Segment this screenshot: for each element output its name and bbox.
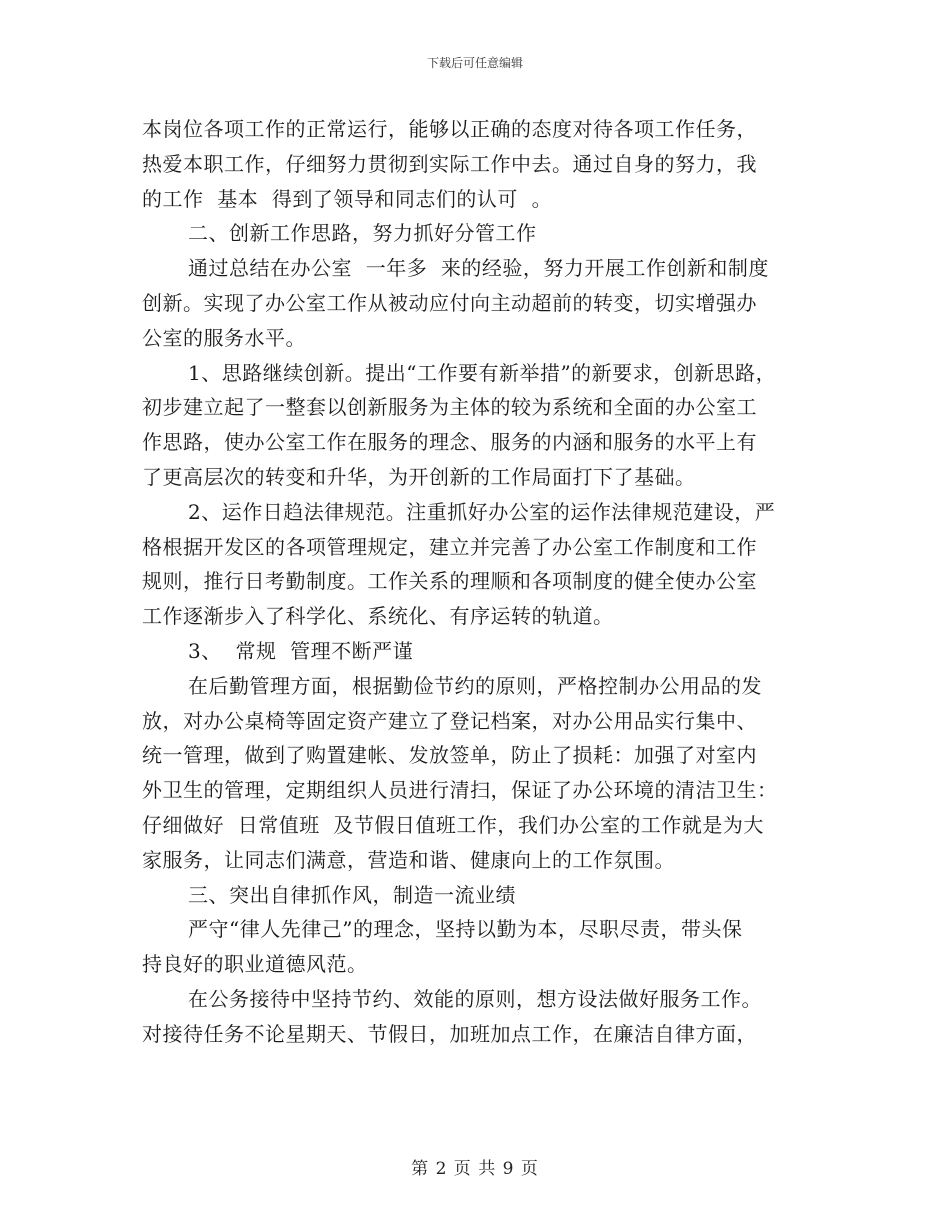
document-body	[142, 112, 832, 1052]
text-line: 在公务接待中坚持节约、效能的原则，想方设法做好服务工作。	[188, 986, 762, 1011]
text-line: 通过总结在办公室 一年多 来的经验，努力开展工作创新和制度	[188, 256, 769, 281]
text-line: 仔细做好 日常值班 及节假日值班工作，我们办公室的工作就是为大	[142, 812, 764, 837]
text-line: 放，对办公桌椅等固定资产建立了登记档案，对办公用品实行集中、	[142, 708, 757, 733]
text-line: 格根据开发区的各项管理规定，建立并完善了办公室工作制度和工作	[142, 534, 757, 559]
text-line: 了更高层次的转变和升华，为开创新的工作局面打下了基础。	[142, 464, 696, 489]
text-line: 在后勤管理方面，根据勤俭节约的原则，严格控制办公用品的发	[188, 673, 762, 698]
text-line: 二、创新工作思路，努力抓好分管工作	[188, 221, 537, 246]
text-line: 对接待任务不论星期天、节假日，加班加点工作，在廉洁自律方面，	[142, 1021, 757, 1046]
text-line: 公室的服务水平。	[142, 325, 306, 350]
text-line: 3、 常规 管理不断严谨	[188, 638, 414, 663]
text-line: 的工作 基本 得到了领导和同志们的认可 。	[142, 186, 553, 211]
text-line: 工作逐渐步入了科学化、系统化、有序运转的轨道。	[142, 604, 614, 629]
text-line: 严守“律人先律己”的理念，坚持以勤为本，尽职尽责，带头保	[188, 917, 743, 942]
text-line: 本岗位各项工作的正常运行，能够以正确的态度对待各项工作任务，	[142, 117, 757, 141]
text-line: 家服务，让同志们满意，营造和谐、健康向上的工作氛围。	[142, 847, 675, 872]
text-line: 热爱本职工作，仔细努力贯彻到实际工作中去。通过自身的努力，我	[142, 151, 757, 176]
text-line: 初步建立起了一整套以创新服务为主体的较为系统和全面的办公室工	[142, 395, 757, 420]
text-line: 统一管理，做到了购置建帐、发放签单，防止了损耗：加强了对室内	[142, 743, 757, 768]
text-line: 作思路，使办公室工作在服务的理念、服务的内涵和服务的水平上有	[142, 430, 757, 455]
text-line: 外卫生的管理，定期组织人员进行清扫，保证了办公环境的清洁卫生：	[142, 778, 778, 803]
text-line: 持良好的职业道德风范。	[142, 952, 368, 977]
text-line: 创新。实现了办公室工作从被动应付向主动超前的转变，切实增强办	[142, 290, 757, 315]
page-number: 第 2 页 共 9 页	[411, 1159, 539, 1179]
page-header-note: 下载后可任意编辑	[426, 56, 523, 70]
text-line: 三、突出自律抓作风，制造一流业绩	[188, 882, 516, 907]
text-line: 2、运作日趋法律规范。注重抓好办公室的运作法律规范建设，严	[188, 499, 776, 524]
text-line: 规则，推行日考勤制度。工作关系的理顺和各项制度的健全使办公室	[142, 569, 757, 594]
text-line: 1、思路继续创新。提出“工作要有新举措”的新要求，创新思路，	[188, 360, 777, 385]
